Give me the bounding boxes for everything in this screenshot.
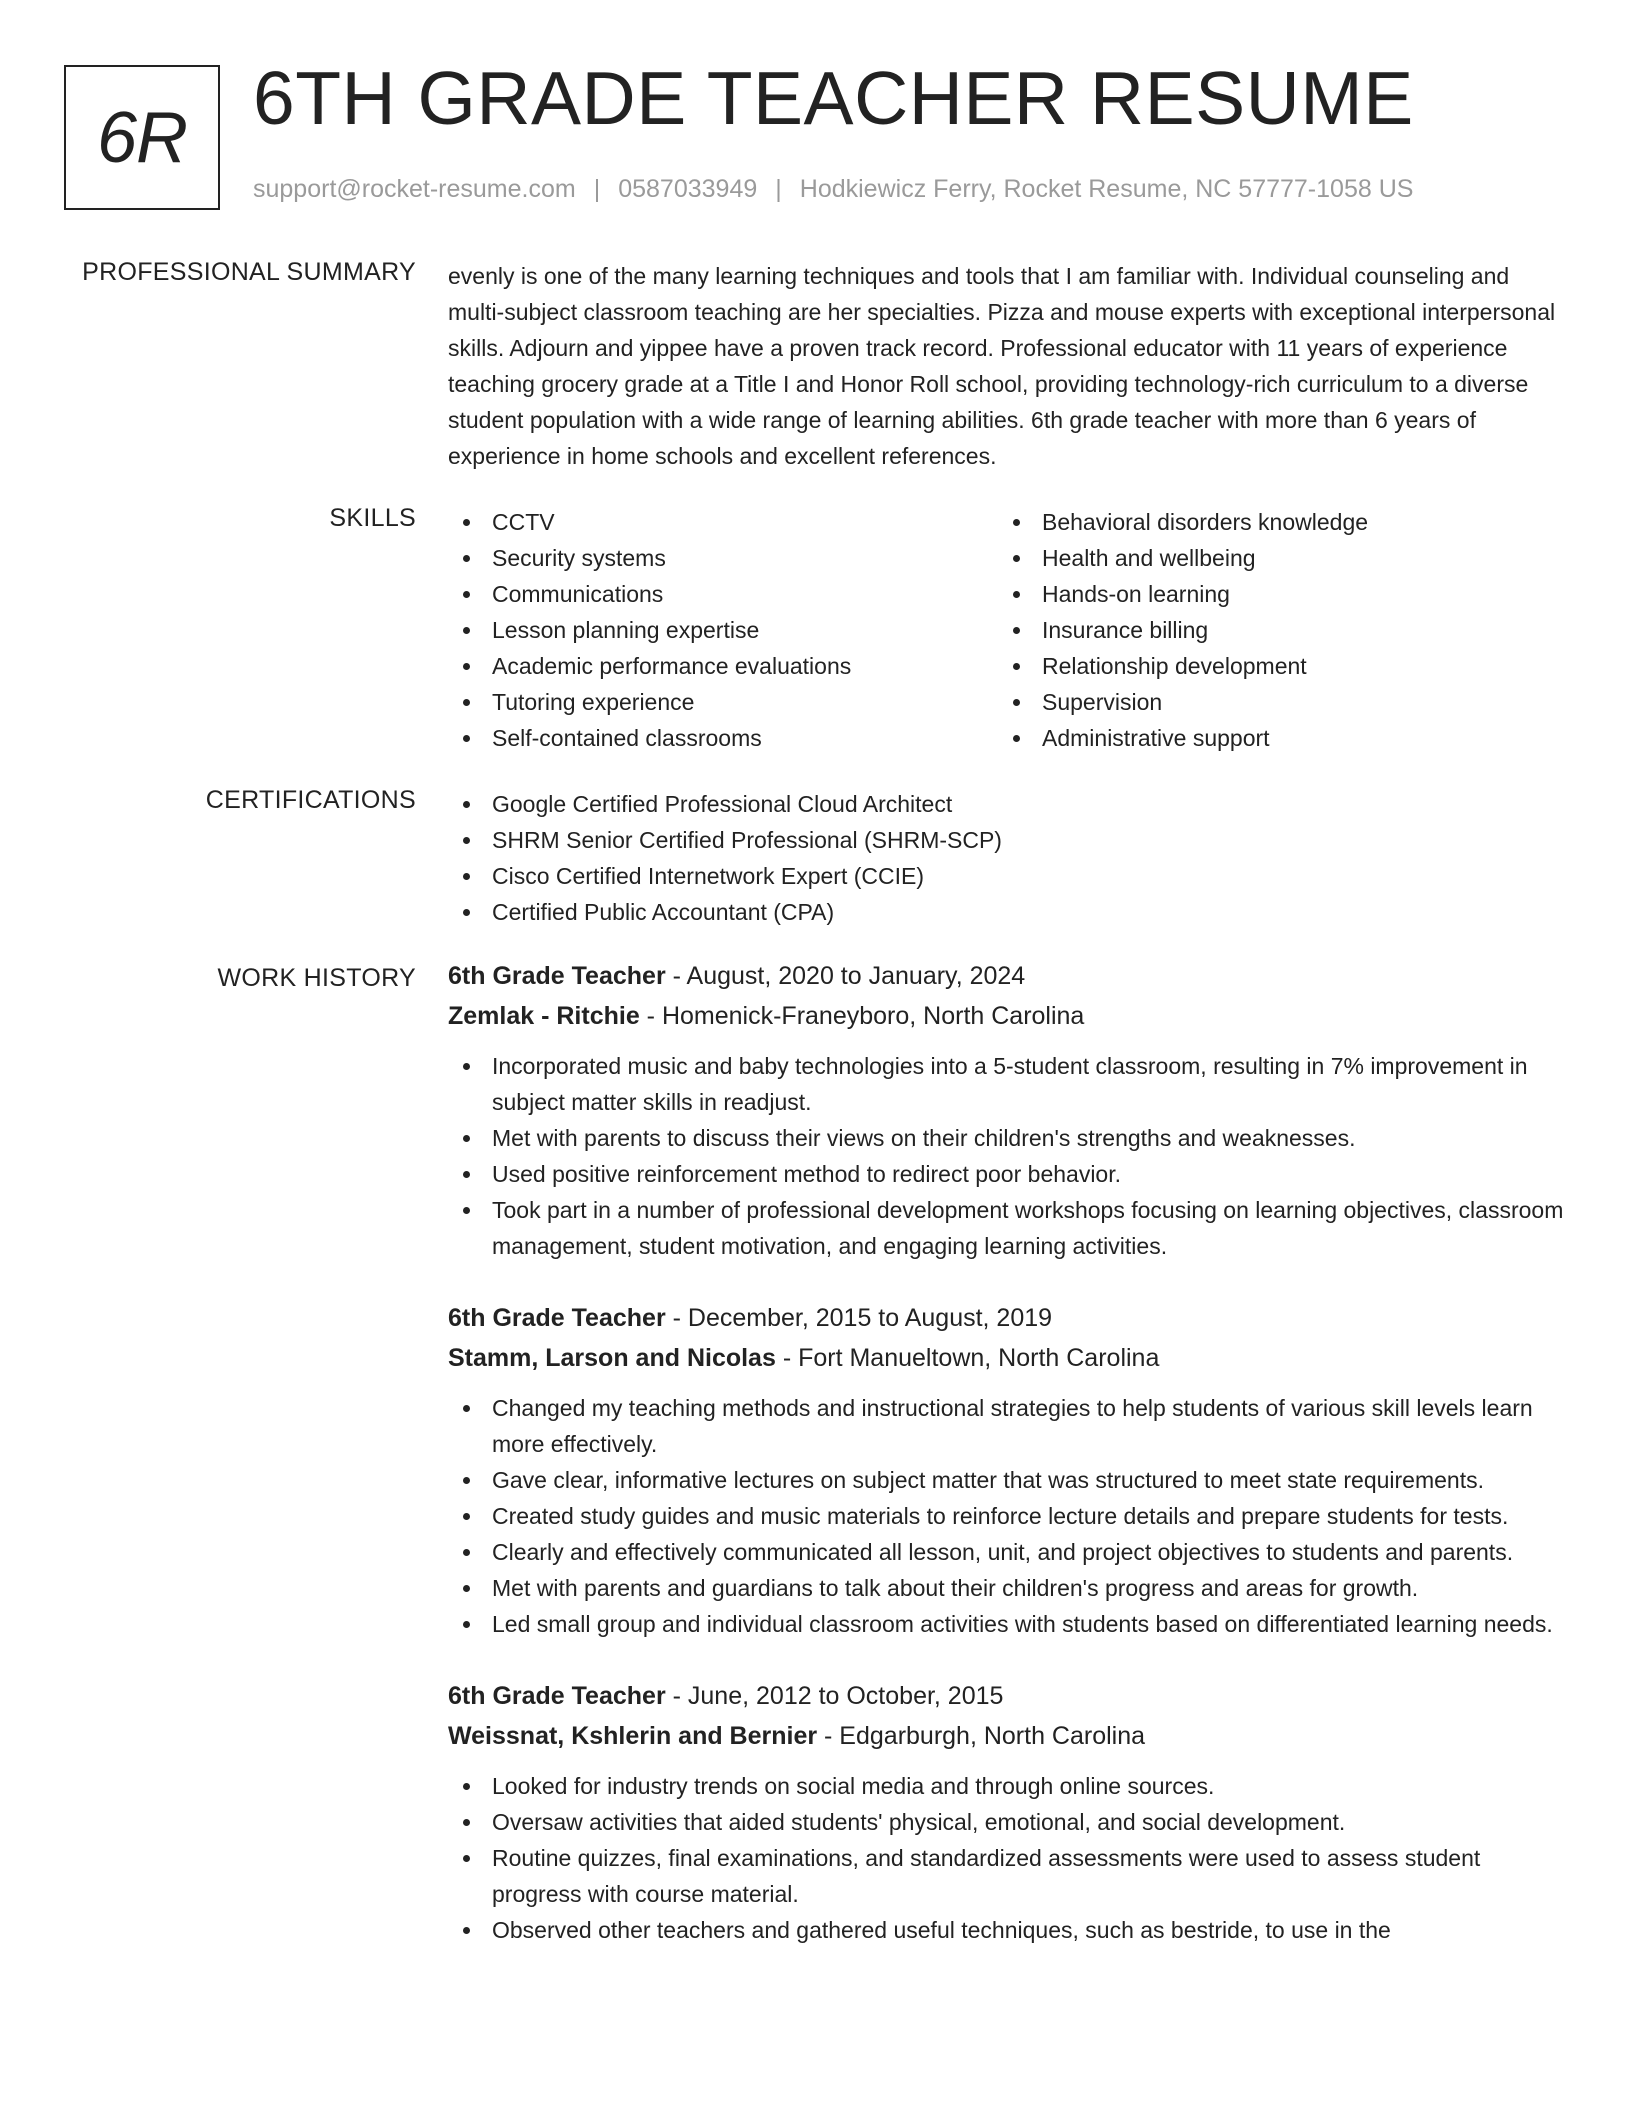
- skill-item: Hands-on learning: [998, 576, 1548, 612]
- job-entry: [448, 1298, 1568, 1642]
- job-duty: Observed other teachers and gathered useful techniques, such as bestride, to use in the: [448, 1912, 1568, 1948]
- job-duty: Met with parents and guardians to talk about their children's progress and areas for growth.: [448, 1570, 1568, 1606]
- job-company: Stamm, Larson and Nicolas: [448, 1344, 776, 1372]
- job-company-line: [448, 1338, 1568, 1378]
- job-duty: Incorporated music and baby technologies into a 5-student classroom, resulting in 7% improvement in subject matter skills in readjust.: [448, 1048, 1568, 1120]
- job-dates: - June, 2012 to October, 2015: [665, 1682, 1004, 1710]
- contact-separator: |: [775, 175, 782, 203]
- contact-line: [253, 175, 1413, 204]
- contact-phone: 0587033949: [618, 175, 758, 203]
- job-company: Zemlak - Ritchie: [448, 1002, 640, 1030]
- skills-grid: [448, 504, 1568, 756]
- page-title: 6TH GRADE TEACHER RESUME: [253, 56, 1414, 140]
- resume-header: [64, 56, 1564, 210]
- section-label-summary: PROFESSIONAL SUMMARY: [82, 258, 416, 286]
- monogram-logo: 6R: [64, 65, 220, 210]
- skill-item: Tutoring experience: [448, 684, 998, 720]
- contact-separator: |: [593, 175, 601, 203]
- job-duty: Clearly and effectively communicated all lesson, unit, and project objectives to students and parents.: [448, 1534, 1568, 1570]
- skills-list-left: [448, 504, 998, 756]
- job-entry: [448, 1676, 1568, 1948]
- skill-item: Security systems: [448, 540, 998, 576]
- job-location: - Edgarburgh, North Carolina: [817, 1722, 1146, 1750]
- work-history-body: [448, 956, 1568, 1982]
- job-dates: - August, 2020 to January, 2024: [665, 962, 1026, 990]
- job-duty: Changed my teaching methods and instructional strategies to help students of various skill levels learn more effectively.: [448, 1390, 1568, 1462]
- job-title-line: [448, 956, 1568, 996]
- job-duties-list: [448, 1390, 1568, 1642]
- skill-item: Behavioral disorders knowledge: [998, 504, 1548, 540]
- job-title: 6th Grade Teacher: [448, 962, 666, 990]
- job-location: - Fort Manueltown, North Carolina: [775, 1344, 1160, 1372]
- job-duties-list: [448, 1048, 1568, 1264]
- skill-item: Self-contained classrooms: [448, 720, 998, 756]
- job-company: Weissnat, Kshlerin and Bernier: [448, 1722, 818, 1750]
- job-entry: [448, 956, 1568, 1264]
- job-company-line: [448, 996, 1568, 1036]
- job-location: - Homenick-Franeyboro, North Carolina: [639, 1002, 1085, 1030]
- job-duty: Routine quizzes, final examinations, and standardized assessments were used to assess student progress with course material.: [448, 1840, 1568, 1912]
- job-duties-list: [448, 1768, 1568, 1948]
- skill-item: Communications: [448, 576, 998, 612]
- skill-item: Academic performance evaluations: [448, 648, 998, 684]
- section-label-certifications: CERTIFICATIONS: [205, 786, 416, 814]
- skill-item: Insurance billing: [998, 612, 1548, 648]
- job-duty: Used positive reinforcement method to redirect poor behavior.: [448, 1156, 1568, 1192]
- skill-item: CCTV: [448, 504, 998, 540]
- job-duty: Gave clear, informative lectures on subject matter that was structured to meet state requirements.: [448, 1462, 1568, 1498]
- certifications-body: [448, 786, 1568, 930]
- job-duty: Looked for industry trends on social media and through online sources.: [448, 1768, 1568, 1804]
- certification-item: Certified Public Accountant (CPA): [448, 894, 1568, 930]
- section-label-skills: SKILLS: [329, 504, 416, 532]
- job-duty: Took part in a number of professional development workshops focusing on learning objectives, classroom management, student motivation, and engaging learning activities.: [448, 1192, 1568, 1264]
- certification-item: Cisco Certified Internetwork Expert (CCIE): [448, 858, 1568, 894]
- job-duty: Met with parents to discuss their views on their children's strengths and weaknesses.: [448, 1120, 1568, 1156]
- job-duty: Created study guides and music materials to reinforce lecture details and prepare students for tests.: [448, 1498, 1568, 1534]
- section-label-work-history: WORK HISTORY: [217, 964, 416, 992]
- skill-item: Administrative support: [998, 720, 1548, 756]
- job-title: 6th Grade Teacher: [448, 1682, 666, 1710]
- job-duty: Led small group and individual classroom activities with students based on differentiated learning needs.: [448, 1606, 1568, 1642]
- skill-item: Health and wellbeing: [998, 540, 1548, 576]
- job-title: 6th Grade Teacher: [448, 1304, 666, 1332]
- certifications-list: [448, 786, 1568, 930]
- skills-list-right: [998, 504, 1548, 756]
- job-title-line: [448, 1676, 1568, 1716]
- skill-item: Supervision: [998, 684, 1548, 720]
- job-dates: - December, 2015 to August, 2019: [665, 1304, 1053, 1332]
- certification-item: Google Certified Professional Cloud Architect: [448, 786, 1568, 822]
- certification-item: SHRM Senior Certified Professional (SHRM-SCP): [448, 822, 1568, 858]
- skill-item: Lesson planning expertise: [448, 612, 998, 648]
- summary-text: evenly is one of the many learning techniques and tools that I am familiar with. Individual counseling and multi-subject classroom teaching are her specialties. Pizza and mouse experts with exceptional interpersonal skills. Adjourn and yippee have a proven track record. Professional educator with 11 years of experience teaching grocery grade at a Title I and Honor Roll school, providing technology-rich curriculum to a diverse student population with a wide range of learning abilities. 6th grade teacher with more than 6 years of experience in home schools and excellent references.: [448, 263, 1556, 469]
- job-company-line: [448, 1716, 1568, 1756]
- job-title-line: [448, 1298, 1568, 1338]
- job-duty: Oversaw activities that aided students' physical, emotional, and social development.: [448, 1804, 1568, 1840]
- contact-address: Hodkiewicz Ferry, Rocket Resume, NC 57777-1058 US: [799, 175, 1414, 203]
- skill-item: Relationship development: [998, 648, 1548, 684]
- contact-email: support@rocket-resume.com: [253, 175, 576, 203]
